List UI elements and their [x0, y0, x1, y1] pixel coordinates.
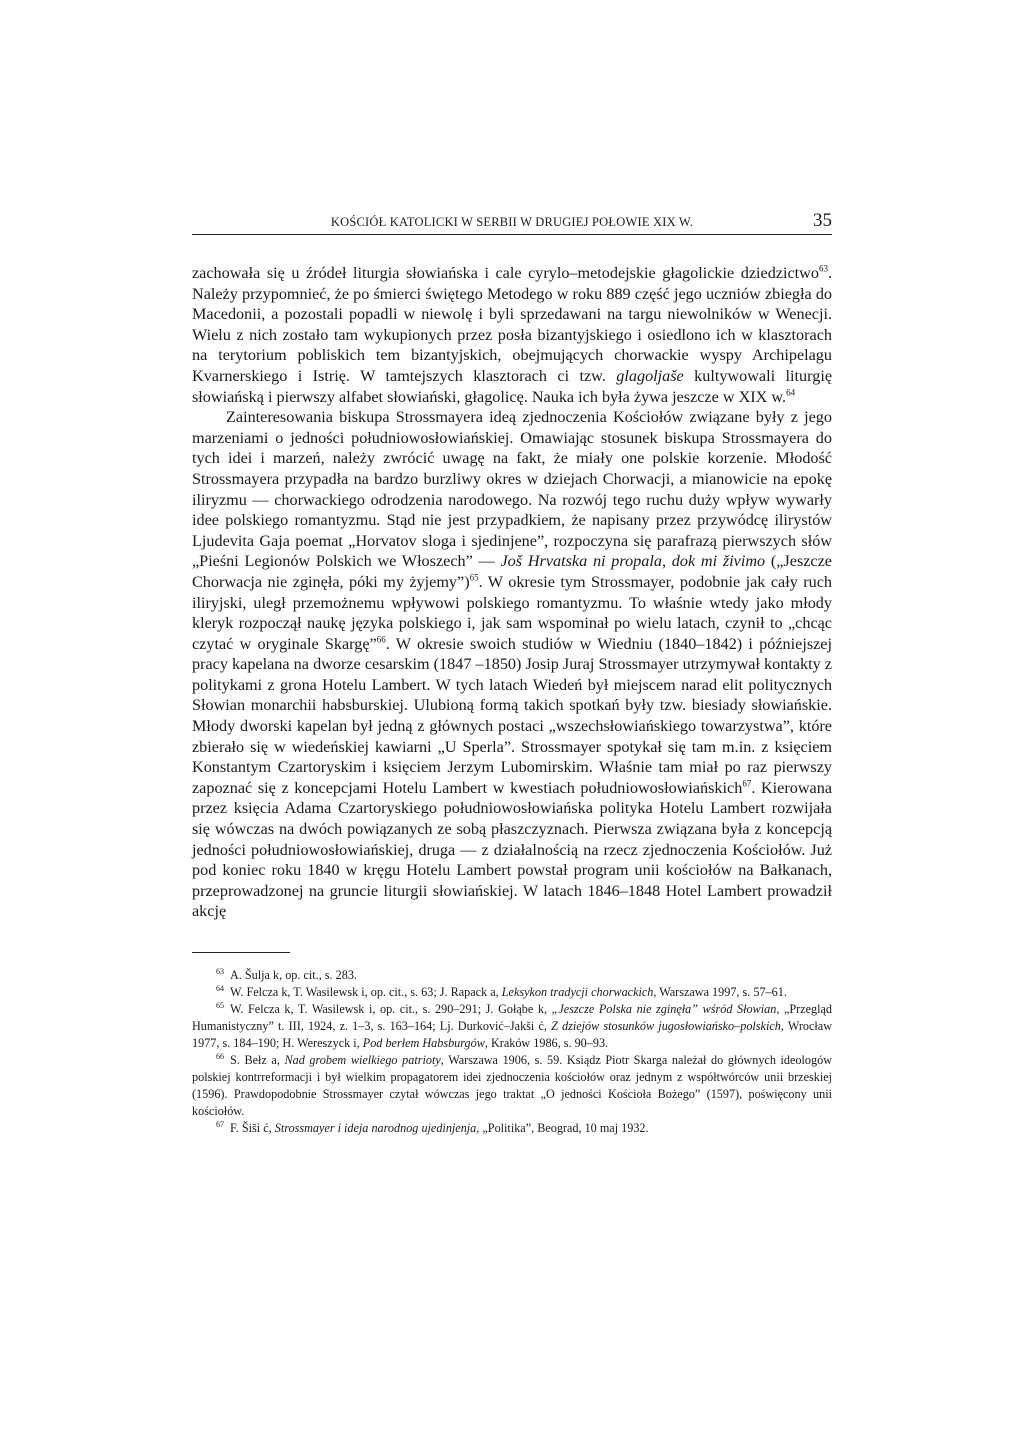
text-run: . W okresie swoich studiów w Wiedniu (1840–1842) i późniejszej pracy kapelana na dworze cesarskim (1847 –1850) Josip Juraj Strossmayer utrzymywał kontakty z politykami z grona Hotelu Lambert. W tych latach Wiedeń był miejscem narad elit politycznych Słowian monarchii habsburskiej. Ulubioną formą takich spotkań były tzw. biesiady słowiańskie. Młody dworski kapelan był jedną z głównych postaci „wszechsłowiańskiego towarzystwa”, które zbierało się w wiedeńskiej kawiarni „U Sperla”. Strossmayer spotykał się tam m.in. z księciem Konstantym Czartoryskim i księciem Jerzym Lubomirskim. Właśnie tam miał po raz pierwszy zapoznać się z koncepcjami Hotelu Lambert w kwestiach południowosłowiańskich	[192, 634, 832, 797]
running-title: KOŚCIÓŁ KATOLICKI W SERBII W DRUGIEJ POŁOWIE XIX W.	[330, 215, 694, 229]
footnote-text: , Wrocław 1977, s. 184–190; H.	[192, 1019, 833, 1050]
footnote-ref-67: 67	[742, 778, 752, 789]
footnote-separator	[192, 952, 290, 953]
paragraph-1	[192, 263, 832, 407]
quote-italic: Još Hrvatska ni propala, dok mi živimo	[500, 552, 766, 571]
paragraph-2	[192, 407, 832, 922]
footnote-text: , „Przegląd Humanistyczny” t. III, 1924, z. 1–3, s. 163–164; Lj.	[192, 1002, 832, 1033]
text-run: Zainteresowania biskupa Strossmayera ideą zjednoczenia Kościołów związane były z jego marzeniami o jedności południowosłowiańskiej. Omawiając stosunek biskupa Strossmayera do tych idei i marzeń, należy zwrócić uwagę na fakt, że miały one polskie korzenie. Młodość Strossmayera przypadła na bardzo burzliwy okres w dziejach Chorwacji, a mianowicie na epokę iliryzmu — chorwackiego odrodzenia narodowego. Na rozwój tego ruchu duży wpływ wywarły idee polskiego romantyzmu. Stąd nie jest przypadkiem, że napisany przez przywódcę ilirystów Ljudevita Gaja poemat „Horvatov sloga i sjedinjene”, rozpoczyna się parafrazą pierwszych słów „Pieśni Legionów Polskich we Włoszech” —	[192, 408, 832, 571]
text-run: kultywowali liturgię słowiańską i pierwszy alfabet słowiański, głagolicę. Nauka ich była żywa jeszcze w XIX w.	[192, 366, 832, 406]
footnote-ref-65: 65	[469, 572, 479, 583]
text-run: . Należy przypomnieć, że po śmierci świętego Metodego w roku 889 część jego uczniów zbiegła do Macedonii, a pozostali popadli w niewolę i byli sprzedawani na targu niewolników w Wenecji. Wielu z nich zostało tam wykupionych przez posła bizantyjskiego i osiedlono ich w klasztorach na terytorium pobliskich tem bizantyjskich, obejmujących chorwackie wyspy Archipelagu Kvarnerskiego i Istrię. W tamtejszych klasztorach ci tzw.	[192, 264, 832, 385]
footnote-number: 67	[216, 1119, 224, 1129]
footnote-number: 63	[216, 966, 224, 976]
footnote-title: Leksykon tradycji chorwackich	[501, 985, 654, 999]
footnote-text: , op. cit., s. 290–291; J.	[372, 1002, 499, 1016]
footnote-author: Wereszyck i	[297, 1036, 357, 1050]
footnote-ref-64: 64	[786, 387, 796, 398]
footnote-title: „Jeszcze Polska nie zginęła” wśród Słowian	[551, 1002, 777, 1016]
footnote-number: 64	[216, 983, 224, 993]
footnote-text: , Warszawa 1906, s. 59. Ksiądz Piotr Skarga należał do głównych ideologów polskiej kontrreformacji i był wielkim propagatorem idei zjednoczenia kościołów oraz jednym z współtwórców unii brzeskiej (1596). Prawdopodobnie Strossmayer czytał wówczas jego traktat „O jedności Kościoła Bożego” (1597), poświęcony unii kościołów.	[192, 1053, 832, 1118]
footnote-author: Rapack a	[450, 985, 496, 999]
footnote-text: ,	[356, 1036, 363, 1050]
footnote-63	[192, 967, 832, 984]
footnote-author: W. Felcza k, T. Wasilewsk i	[230, 1002, 373, 1016]
footnote-author: F. Šiši ć	[230, 1121, 269, 1135]
footnote-title: Pod berłem Habsburgów	[362, 1036, 485, 1050]
footnote-64	[192, 984, 832, 1001]
footnote-text: , Warszawa 1997, s. 57–61.	[653, 985, 787, 999]
footnote-title: Nad grobem wielkiego patrioty	[284, 1053, 441, 1067]
footnotes	[192, 967, 832, 1137]
footnote-text: ,	[276, 1053, 285, 1067]
footnote-text: , op. cit., s. 63; J.	[364, 985, 451, 999]
page	[192, 208, 832, 1137]
footnote-number: 66	[216, 1051, 224, 1061]
footnote-text: , „Politika”, Beograd, 10 maj 1932.	[476, 1121, 649, 1135]
footnote-author: Durković–Jakši ć	[457, 1019, 544, 1033]
body-text	[192, 263, 832, 922]
footnote-author: S. Bełz a	[230, 1053, 277, 1067]
footnote-number: 65	[216, 1000, 224, 1010]
text-run: . Kierowana przez księcia Adama Czartoryskiego południowosłowiańska polityka Hotelu Lambert rozwijała się wówczas na dwóch powiązanych ze sobą płaszczyznach. Pierwsza związana była z koncepcją jedności południowosłowiańskiej, druga — z działalnością na rzecz zjednoczenia Kościołów. Już pod koniec roku 1840 w kręgu Hotelu Lambert powstał program unii kościołów na Bałkanach, przeprowadzonej na gruncie liturgii słowiańskiej. W latach 1846–1848 Hotel Lambert prowadził akcję	[192, 778, 833, 921]
text-run: . W okresie tym Strossmayer, podobnie jak cały ruch iliryjski, uległ przemożnemu wpływowi polskiego romantyzmu. To właśnie wtedy jako młody kleryk rozpoczął naukę języka polskiego i, jak sam wspominał po wielu latach, czynił to „chcąc czytać w oryginale Skargę”	[192, 572, 832, 653]
footnote-text: , Kraków 1986, s. 90–93.	[484, 1036, 609, 1050]
term-glagoljase: glagoljaše	[616, 366, 684, 385]
footnote-title: Z dziejów stosunków jugosłowiańsko–polskich	[551, 1019, 781, 1033]
running-header	[192, 208, 832, 235]
footnote-text: , op. cit., s. 283.	[279, 968, 357, 982]
footnote-author: A. Šulja k	[230, 968, 280, 982]
footnote-67	[192, 1120, 832, 1137]
text-run: zachowała się u źródeł liturgia słowiańska i cale cyrylo–metodejskie głagolickie dziedzictwo	[192, 264, 819, 282]
footnote-ref-66: 66	[376, 634, 386, 645]
page-number: 35	[813, 210, 832, 231]
footnote-65	[192, 1001, 832, 1052]
footnote-title: Strossmayer i ideja narodnog ujedinjenja	[274, 1121, 477, 1135]
footnote-text: ,	[495, 985, 502, 999]
footnote-ref-63: 63	[818, 263, 828, 274]
footnote-text: ,	[543, 1002, 552, 1016]
text-run: („Jeszcze Chorwacja nie zginęła, póki my żyjemy”)	[192, 552, 832, 591]
footnote-text: ,	[268, 1121, 275, 1135]
footnote-author: Gołąbe k	[498, 1002, 544, 1016]
footnote-66	[192, 1052, 832, 1120]
footnote-text: ,	[543, 1019, 552, 1033]
footnote-author: W. Felcza k, T. Wasilewsk i	[230, 985, 365, 999]
